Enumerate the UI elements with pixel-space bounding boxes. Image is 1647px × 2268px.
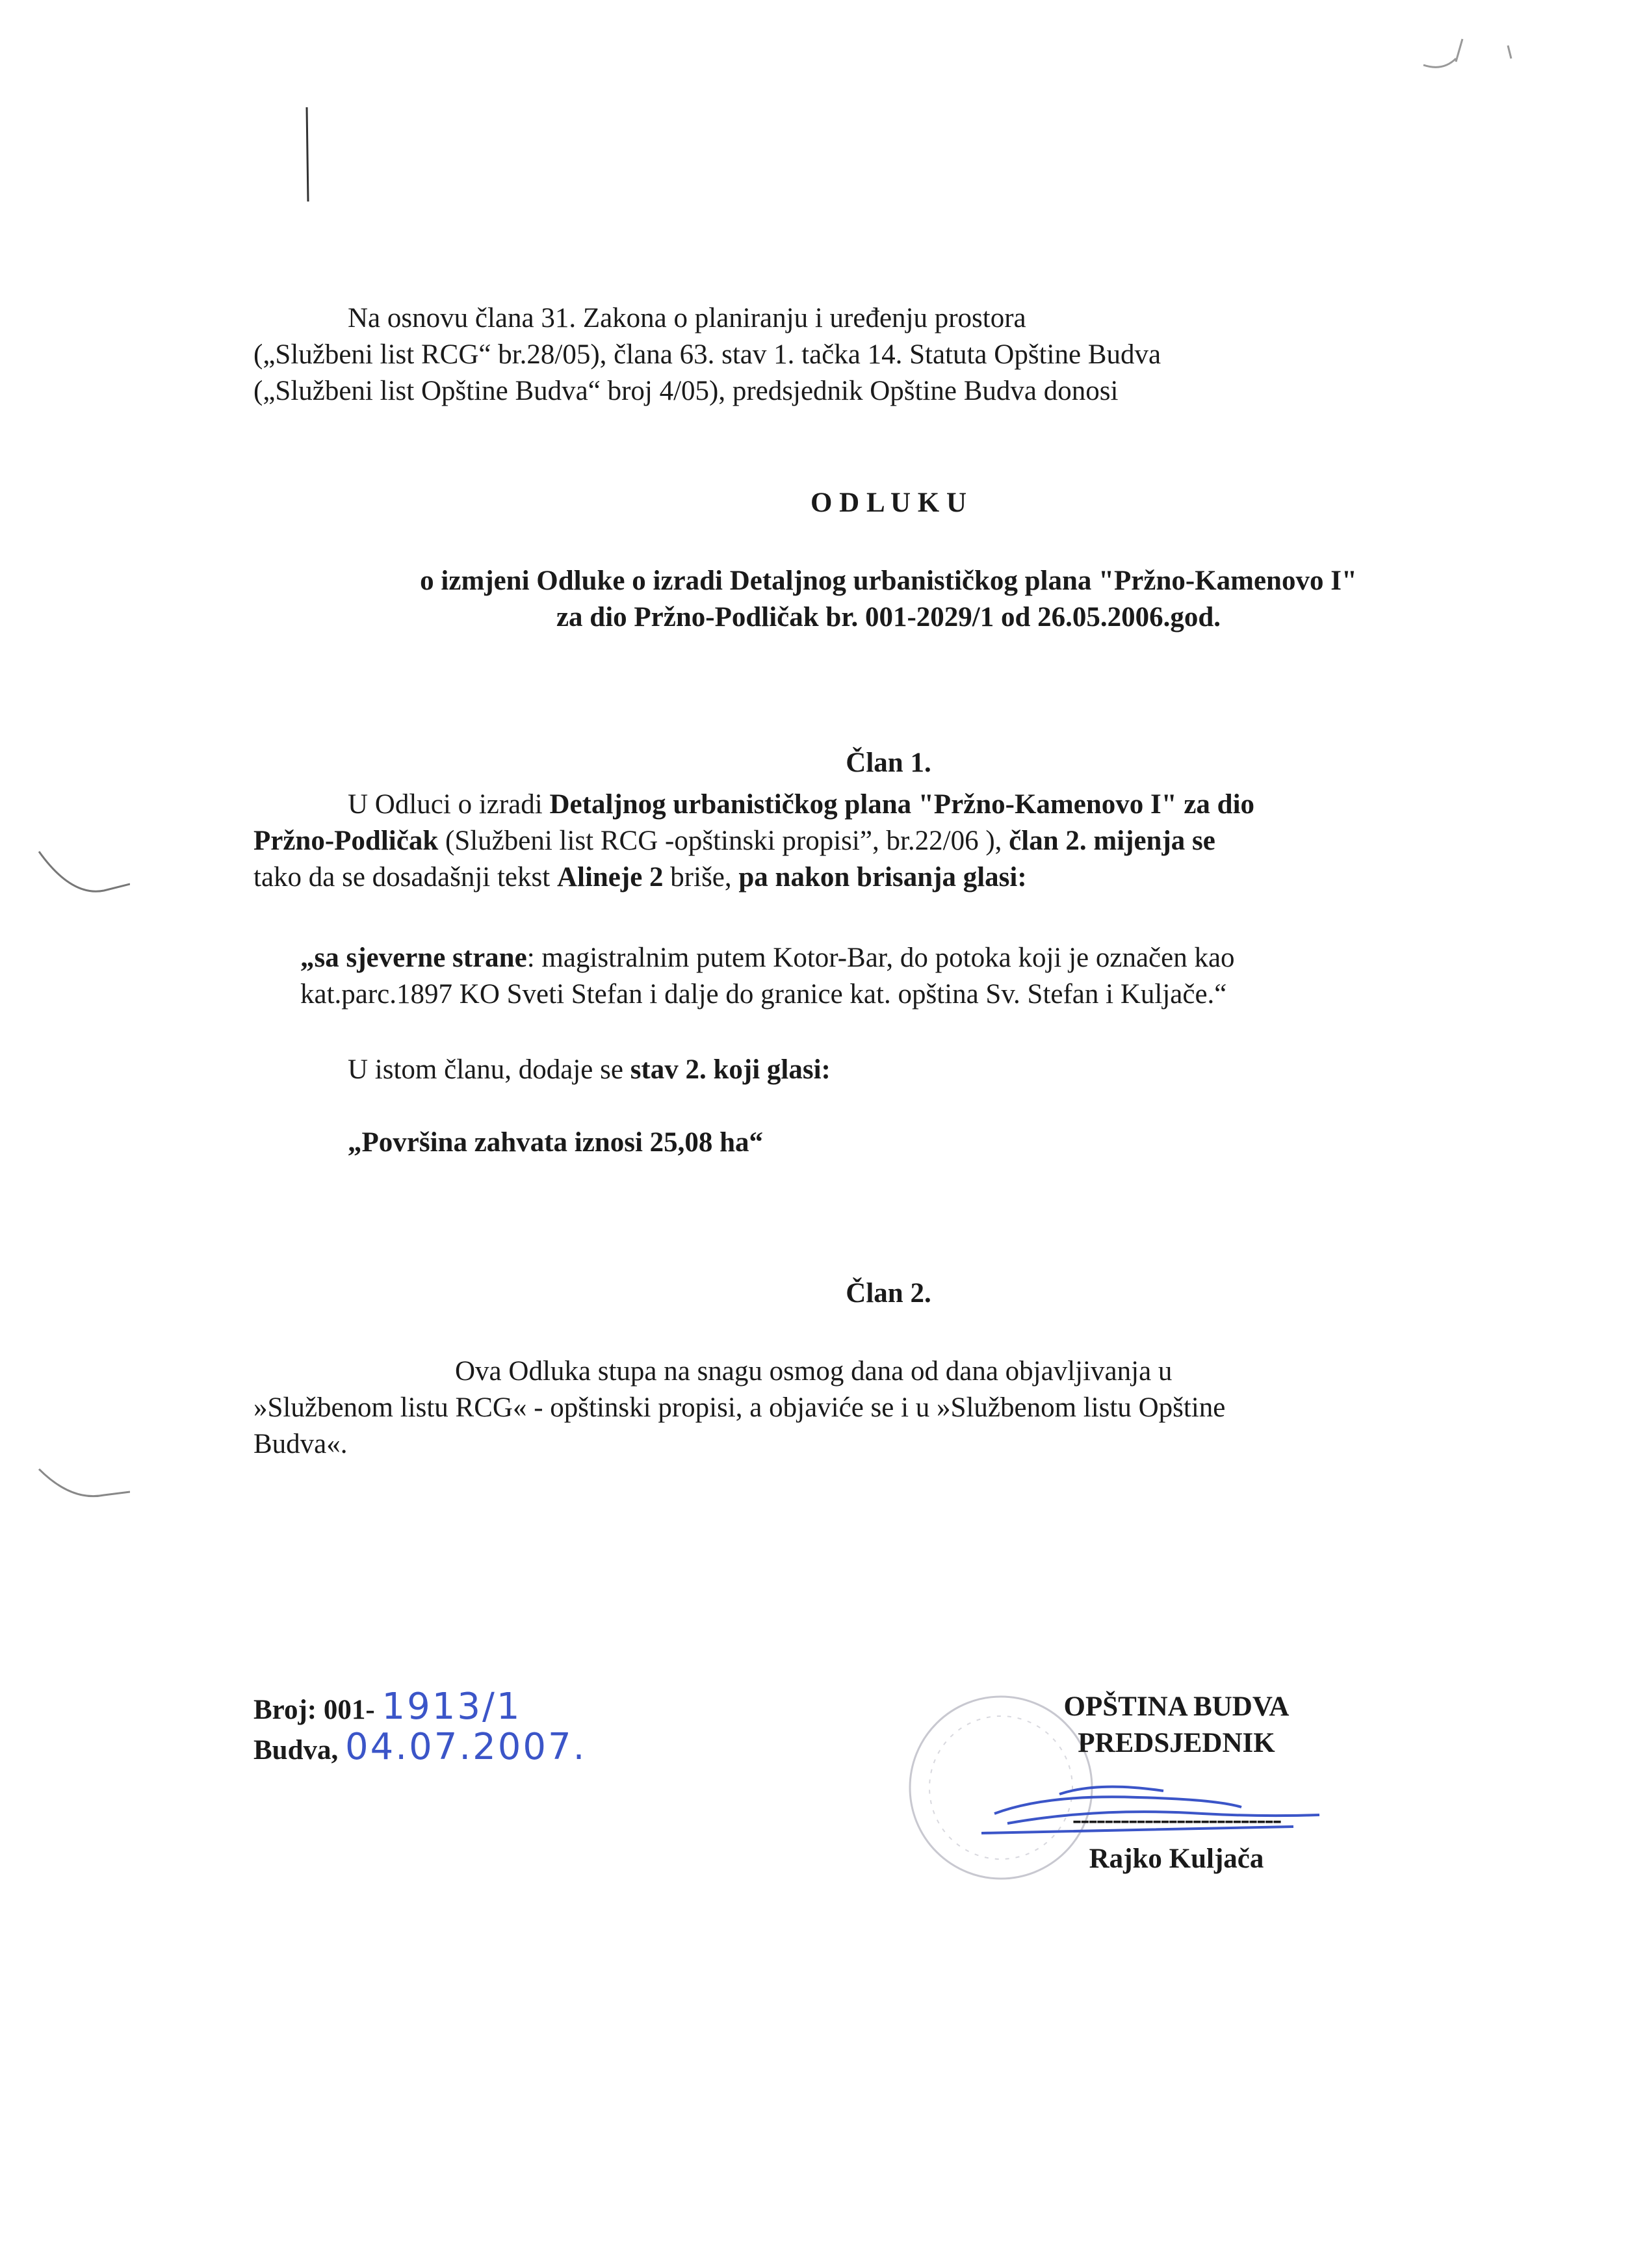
preamble-line-2: („Službeni list RCG“ br.28/05), člana 63. stav 1. tačka 14. Statuta Opštine Budva <box>253 339 1161 370</box>
margin-mark <box>299 104 318 208</box>
subtitle-line-1: o izmjeni Odluke o izradi Detaljnog urbanističkog plana "Pržno-Kamenovo I" <box>420 566 1357 596</box>
document-title: O D L U K U <box>810 488 967 518</box>
left-scribble-2 <box>26 1456 130 1521</box>
article-1-paragraph-line-3: tako da se dosadašnji tekst Alineje 2 briše, pa nakon brisanja glasi: <box>253 862 1027 893</box>
place-date-line: Budva, 04.07.2007. <box>253 1726 587 1768</box>
handwritten-date: 04.07.2007. <box>345 1726 587 1768</box>
article-2-line-1: Ova Odluka stupa na snagu osmog dana od dana objavljivanja u <box>455 1356 1173 1387</box>
preamble-line-3: („Službeni list Opštine Budva“ broj 4/05), predsjednik Opštine Budva donosi <box>253 376 1119 406</box>
handwritten-number: 1913/1 <box>382 1686 522 1728</box>
corner-scribble <box>1417 26 1521 78</box>
quote-line-2: kat.parc.1897 KO Sveti Stefan i dalje do granice kat. opština Sv. Stefan i Kuljače.“ <box>300 979 1227 1010</box>
number-line: Broj: 001- 1913/1 <box>253 1686 522 1728</box>
article-1-paragraph-3: „Površina zahvata iznosi 25,08 ha“ <box>348 1127 764 1158</box>
quote-line-1: „sa sjeverne strane: magistralnim putem Kotor-Bar, do potoka koji je označen kao <box>300 943 1235 973</box>
article-1-heading: Član 1. <box>846 748 931 778</box>
article-1-paragraph-2: U istom članu, dodaje se stav 2. koji glasi: <box>348 1054 831 1085</box>
article-2-heading: Član 2. <box>846 1278 931 1309</box>
signer-name: Rajko Kuljača <box>1089 1844 1264 1874</box>
organization-name: OPŠTINA BUDVA <box>1063 1691 1290 1722</box>
article-2-line-2: »Službenom listu RCG« - opštinski propisi, a objaviće se i u »Službenom listu Opštine <box>253 1392 1226 1423</box>
article-2-line-3: Budva«. <box>253 1429 348 1459</box>
signature-line: -------------------------- <box>1072 1805 1281 1835</box>
signer-role: PREDSJEDNIK <box>1078 1728 1275 1758</box>
left-scribble <box>26 839 130 917</box>
article-1-paragraph-line-2: Pržno-Podličak (Službeni list RCG -opštinski propisi”, br.22/06 ), član 2. mijenja se <box>253 826 1215 856</box>
subtitle-line-2: za dio Pržno-Podličak br. 001-2029/1 od 26.05.2006.god. <box>556 602 1221 632</box>
preamble-line-1: Na osnovu člana 31. Zakona o planiranju i uređenju prostora <box>348 303 1026 333</box>
article-1-paragraph-line-1: U Odluci o izradi Detaljnog urbanističkog plana "Pržno-Kamenovo I" za dio <box>348 789 1255 820</box>
